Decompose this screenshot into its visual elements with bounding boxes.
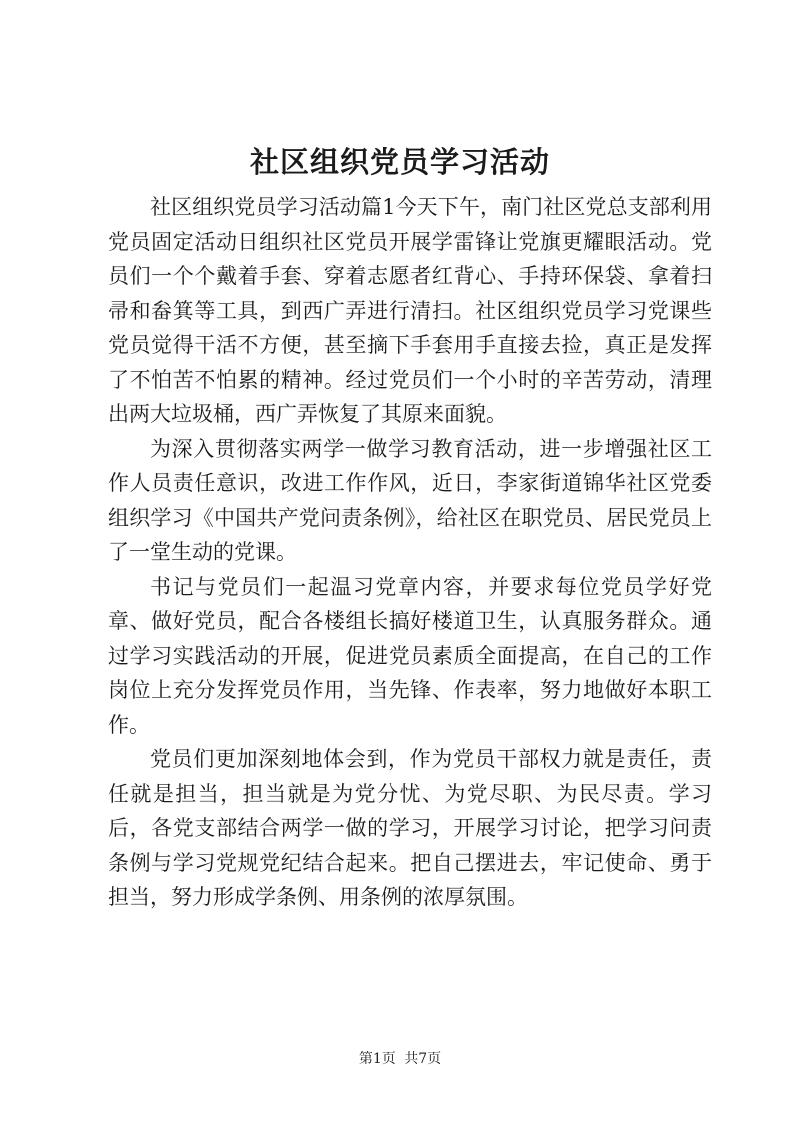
paragraph-4: 党员们更加深刻地体会到，作为党员干部权力就是责任，责任就是担当，担当就是为党分忧、为党尽职、为民尽责。学习后，各党支部结合两学一做的学习，开展学习讨论，把学习问责条例与学习党规党纪结合起来。把自己摆进去，牢记使命、勇于担当，努力形成学条例、用条例的浓厚氛围。 — [108, 747, 712, 909]
page-number: 第1页 — [358, 1051, 396, 1067]
page-footer — [0, 1048, 800, 1068]
page-total: 共7页 — [404, 1051, 442, 1067]
page-title: 社区组织党员学习活动 — [249, 145, 550, 179]
paragraph-3: 书记与党员们一起温习党章内容，并要求每位党员学好党章、做好党员，配合各楼组长搞好楼道卫生，认真服务群众。通过学习实践活动的开展，促进党员素质全面提高，在自己的工作岗位上充分发挥党员作用，当先锋、作表率，努力地做好本职工作。 — [108, 574, 712, 737]
paragraph-1: 社区组织党员学习活动篇1今天下午，南门社区党总支部利用党员固定活动日组织社区党员开展学雷锋让党旗更耀眼活动。党员们一个个戴着手套、穿着志愿者红背心、手持环保袋、拿着扫帚和畚箕等工具，到西广弄进行清扫。社区组织党员学习党课些党员觉得干活不方便，甚至摘下手套用手直接去捡，真正是发挥了不怕苦不怕累的精神。经过党员们一个小时的辛苦劳动，清理出两大垃圾桶，西广弄恢复了其原来面貌。 — [108, 195, 712, 426]
document-body — [108, 190, 712, 915]
paragraph-2: 为深入贯彻落实两学一做学习教育活动，进一步增强社区工作人员责任意识，改进工作作风，近日，李家街道锦华社区党委组织学习《中国共产党问责条例》，给社区在职党员、居民党员上了一堂生动的党课。 — [108, 436, 712, 564]
